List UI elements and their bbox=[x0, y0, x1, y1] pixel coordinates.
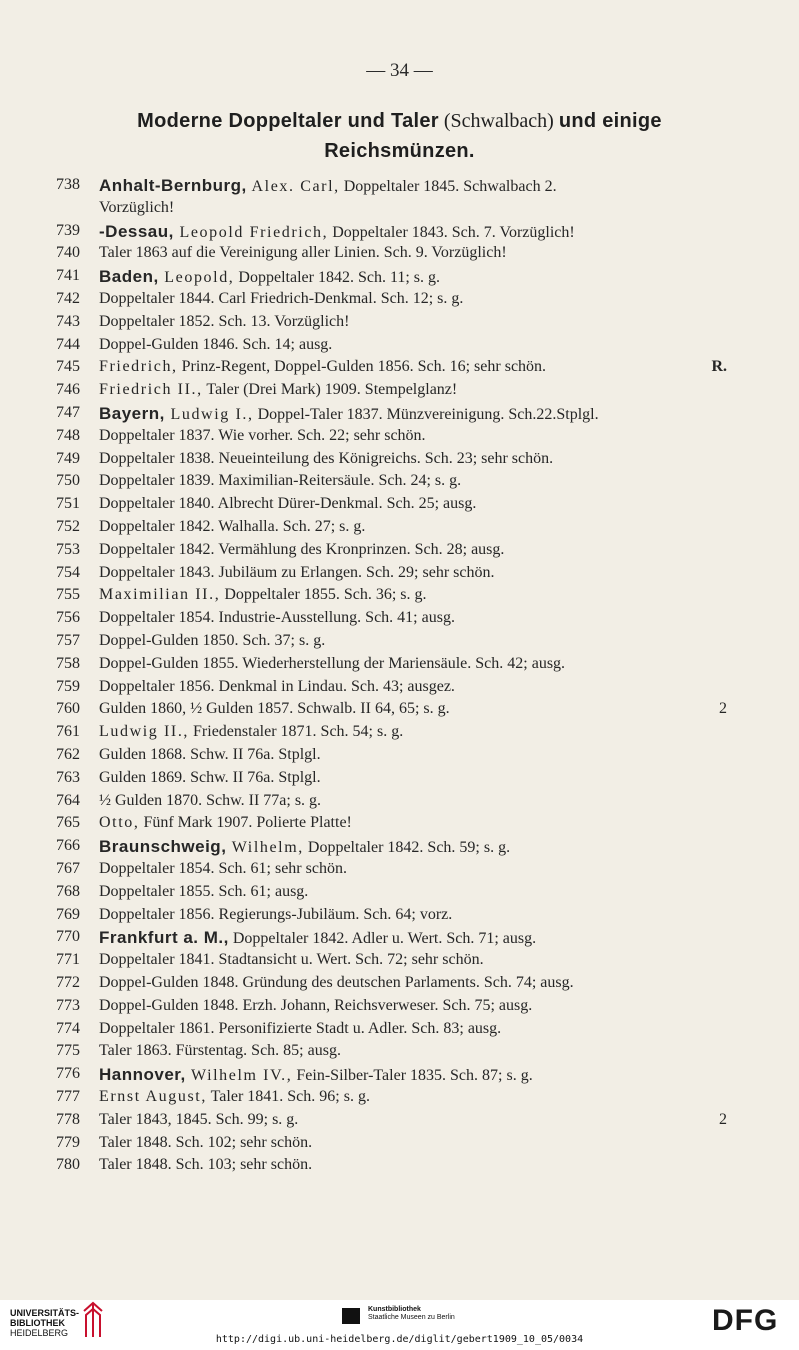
catalog-entry bbox=[0, 883, 799, 906]
entry-text bbox=[99, 723, 739, 741]
catalog-entry bbox=[0, 723, 799, 746]
catalog-entry bbox=[0, 700, 799, 723]
entry-text bbox=[99, 769, 739, 787]
entry-description: Doppeltaler 1843. Jubiläum zu Erlangen. Sch. 29; sehr schön. bbox=[99, 563, 495, 581]
entry-number: 751 bbox=[56, 495, 80, 513]
entry-description: ½ Gulden 1870. Schw. II 77a; s. g. bbox=[99, 791, 322, 809]
entry-number: 775 bbox=[56, 1042, 80, 1060]
uni-logo-line1: UNIVERSITÄTS- bbox=[10, 1308, 80, 1318]
entry-number: 757 bbox=[56, 632, 80, 649]
entry-description: Doppeltaler 1843. Sch. 7. Vorzüglich! bbox=[328, 223, 575, 241]
entry-number: 779 bbox=[56, 1133, 80, 1151]
entry-text bbox=[99, 609, 739, 627]
entry-ruler-name: Ludwig I., bbox=[164, 406, 254, 423]
entry-description: Doppeltaler 1840. Albrecht Dürer-Denkmal. Sch. 25; ausg. bbox=[99, 495, 477, 513]
entry-text bbox=[99, 678, 739, 696]
entry-number: 739 bbox=[56, 221, 80, 239]
entry-number: 774 bbox=[56, 1019, 80, 1037]
catalog-entry bbox=[0, 564, 799, 587]
entry-number: 772 bbox=[56, 974, 80, 991]
entry-ruler-name: Ludwig II., bbox=[99, 723, 190, 741]
entry-description: Taler 1863. Fürstentag. Sch. 85; ausg. bbox=[99, 1042, 341, 1060]
entry-count: 2 bbox=[719, 1110, 727, 1128]
entry-description: Fünf Mark 1907. Polierte Platte! bbox=[139, 814, 352, 832]
entry-description: Friedenstaler 1871. Sch. 54; s. g. bbox=[189, 723, 404, 741]
entry-description: Doppeltaler 1856. Regierungs-Jubiläum. Sch. 64; vorz. bbox=[99, 905, 453, 923]
catalog-entry bbox=[0, 450, 799, 473]
entry-description: Doppeltaler 1844. Carl Friedrich-Denkmal. Sch. 12; s. g. bbox=[99, 290, 464, 307]
entry-number: 744 bbox=[56, 335, 80, 353]
catalog-entry bbox=[0, 244, 799, 267]
catalog-entry bbox=[0, 837, 799, 860]
source-url[interactable]: http://digi.ub.uni-heidelberg.de/diglit/gebert1909_10_05/0034 bbox=[215, 1334, 584, 1345]
entry-number: 748 bbox=[56, 426, 80, 444]
entry-text bbox=[99, 928, 739, 948]
kb-line1: Kunstbibliothek bbox=[368, 1306, 421, 1313]
entry-description: Doppeltaler 1839. Maximilian-Reitersäule. Sch. 24; s. g. bbox=[99, 472, 462, 490]
entry-number: 749 bbox=[56, 449, 80, 467]
entry-text bbox=[99, 1111, 739, 1129]
entry-number: 747 bbox=[56, 404, 80, 421]
entry-text bbox=[99, 358, 739, 376]
entry-region-name: -Dessau, bbox=[99, 221, 174, 241]
entry-region-name: Hannover, bbox=[99, 1065, 186, 1085]
entry-text bbox=[99, 290, 739, 308]
catalog-entry bbox=[0, 1156, 799, 1179]
entry-number: 753 bbox=[56, 540, 80, 558]
entry-description: Taler 1848. Sch. 102; sehr schön. bbox=[99, 1133, 313, 1151]
entry-text bbox=[99, 997, 739, 1015]
entry-text bbox=[99, 450, 739, 468]
entry-text bbox=[99, 632, 739, 650]
entry-ruler-name: Alex. Carl, bbox=[246, 178, 340, 195]
entry-description: Gulden 1868. Schw. II 76a. Stplgl. bbox=[99, 746, 321, 763]
entry-description: Gulden 1869. Schw. II 76a. Stplgl. bbox=[99, 768, 321, 786]
entry-number: 752 bbox=[56, 518, 80, 535]
catalog-entry bbox=[0, 176, 799, 199]
entry-text bbox=[99, 1042, 739, 1060]
page-number: — 34 — bbox=[366, 60, 433, 81]
catalog-entry bbox=[0, 1065, 799, 1088]
entry-number: 756 bbox=[56, 609, 80, 627]
catalog-entry bbox=[0, 906, 799, 929]
catalog-entry bbox=[0, 541, 799, 564]
entry-description: Doppeltaler 1842. Walhalla. Sch. 27; s. g. bbox=[99, 518, 366, 535]
catalog-entry bbox=[0, 1134, 799, 1157]
entry-number: 761 bbox=[56, 723, 80, 741]
entry-description: Taler (Drei Mark) 1909. Stempelglanz! bbox=[202, 381, 458, 399]
entry-description: Taler 1843, 1845. Sch. 99; s. g. bbox=[99, 1110, 299, 1128]
entry-text bbox=[99, 541, 739, 559]
entry-description: Doppeltaler 1838. Neueinteilung des Königreichs. Sch. 23; sehr schön. bbox=[99, 449, 554, 467]
entry-region-name: Baden, bbox=[99, 267, 159, 287]
entry-text bbox=[99, 404, 739, 424]
entry-region-name: Anhalt-Bernburg, bbox=[99, 176, 247, 195]
entry-text bbox=[99, 792, 739, 810]
entry-number: 742 bbox=[56, 290, 80, 307]
entry-ruler-name: Maximilian II., bbox=[99, 586, 221, 604]
catalog-entry bbox=[0, 655, 799, 678]
entry-number: 766 bbox=[56, 837, 80, 855]
entry-description: Doppeltaler 1855. Sch. 61; ausg. bbox=[99, 882, 309, 900]
entry-description: Doppeltaler 1852. Sch. 13. Vorzüglich! bbox=[99, 312, 350, 330]
catalog-entry bbox=[0, 427, 799, 450]
entry-rarity-mark: R. bbox=[711, 358, 727, 376]
entry-number: 771 bbox=[56, 951, 80, 969]
entry-text bbox=[99, 472, 739, 490]
entry-description: Doppeltaler 1845. Schwalbach 2. bbox=[339, 178, 557, 195]
entry-number: 740 bbox=[56, 244, 80, 262]
catalog-entry bbox=[0, 267, 799, 290]
entry-description: Doppeltaler 1837. Wie vorher. Sch. 22; sehr schön. bbox=[99, 426, 426, 444]
entry-description: Doppel-Gulden 1855. Wiederherstellung der Mariensäule. Sch. 42; ausg. bbox=[99, 654, 566, 672]
entry-description: Gulden 1860, ½ Gulden 1857. Schwalb. II 64, 65; s. g. bbox=[99, 700, 450, 718]
entry-text bbox=[99, 746, 739, 764]
entry-text bbox=[99, 883, 739, 901]
entry-number: 773 bbox=[56, 996, 80, 1014]
catalog-entry bbox=[0, 928, 799, 951]
entry-text bbox=[99, 814, 739, 832]
entry-text bbox=[99, 837, 739, 857]
entry-text bbox=[99, 974, 739, 992]
entry-description: Prinz-Regent, Doppel-Gulden 1856. Sch. 16; sehr schön. bbox=[177, 358, 547, 376]
entry-description: Taler 1863 auf die Vereinigung aller Linien. Sch. 9. Vorzüglich! bbox=[99, 244, 507, 262]
entry-description: Doppeltaler 1854. Sch. 61; sehr schön. bbox=[99, 860, 347, 877]
entry-description: Doppel-Gulden 1850. Sch. 37; s. g. bbox=[99, 632, 326, 649]
catalog-entry bbox=[0, 313, 799, 336]
entry-count: 2 bbox=[719, 700, 727, 718]
entry-text bbox=[99, 313, 739, 331]
entry-ruler-name: Ernst August, bbox=[99, 1088, 207, 1105]
entry-description: Doppeltaler 1842. Vermählung des Kronprinzen. Sch. 28; ausg. bbox=[99, 540, 505, 558]
entry-number: 762 bbox=[56, 746, 80, 763]
entry-number: 755 bbox=[56, 586, 80, 604]
entry-continuation: Vorzüglich! bbox=[99, 198, 175, 216]
catalog-entry bbox=[0, 495, 799, 518]
entry-number: 746 bbox=[56, 381, 80, 399]
heading-bold-part2: und einige bbox=[558, 110, 662, 132]
entry-text bbox=[99, 655, 739, 673]
entry-number: 765 bbox=[56, 814, 80, 832]
entry-description: Doppel-Gulden 1848. Gründung des deutschen Parlaments. Sch. 74; ausg. bbox=[99, 974, 574, 991]
entry-description: Doppel-Gulden 1846. Sch. 14; ausg. bbox=[99, 335, 333, 353]
entry-text bbox=[99, 381, 739, 399]
entry-text bbox=[99, 564, 739, 582]
catalog-entry bbox=[0, 222, 799, 245]
entry-text bbox=[99, 518, 739, 536]
catalog-entry bbox=[0, 609, 799, 632]
entry-number: 778 bbox=[56, 1110, 80, 1128]
heading-line2: Reichsmünzen. bbox=[324, 140, 475, 162]
entry-ruler-name: Otto, bbox=[99, 814, 140, 832]
entry-ruler-name: Wilhelm, bbox=[226, 839, 304, 857]
entry-text bbox=[99, 586, 739, 604]
catalog-entry bbox=[0, 974, 799, 997]
entry-description: Taler 1848. Sch. 103; sehr schön. bbox=[99, 1156, 313, 1174]
entry-description: Doppel-Gulden 1848. Erzh. Johann, Reichsverweser. Sch. 75; ausg. bbox=[99, 996, 533, 1014]
entry-description: Taler 1841. Sch. 96; s. g. bbox=[206, 1088, 370, 1105]
entry-number: 754 bbox=[56, 563, 80, 581]
entry-region-name: Braunschweig, bbox=[99, 837, 227, 857]
entry-text bbox=[99, 267, 739, 287]
catalog-entry bbox=[0, 404, 799, 427]
catalog-entry bbox=[0, 678, 799, 701]
entry-text bbox=[99, 1088, 739, 1106]
uni-logo-line2: BIBLIOTHEK bbox=[10, 1318, 65, 1328]
catalog-entry bbox=[0, 951, 799, 974]
entry-description: Doppeltaler 1856. Denkmal in Lindau. Sch. 43; ausgez. bbox=[99, 677, 455, 695]
entry-description: Doppeltaler 1854. Industrie-Ausstellung. Sch. 41; ausg. bbox=[99, 609, 455, 627]
entry-description: Doppeltaler 1855. Sch. 36; s. g. bbox=[220, 586, 427, 604]
entry-number: 758 bbox=[56, 654, 80, 672]
entry-number: 780 bbox=[56, 1156, 80, 1174]
catalog-entry bbox=[0, 814, 799, 837]
entry-text bbox=[99, 1065, 739, 1085]
entry-text bbox=[99, 906, 739, 924]
entry-text bbox=[99, 1020, 739, 1038]
uni-logo-line3: HEIDELBERG bbox=[10, 1328, 69, 1338]
entry-number: 768 bbox=[56, 882, 80, 900]
catalog-entry bbox=[0, 586, 799, 609]
entry-ruler-name: Leopold, bbox=[158, 269, 235, 287]
entry-text bbox=[99, 495, 739, 513]
dfg-logo: DFG bbox=[712, 1304, 779, 1337]
catalog-entry bbox=[0, 381, 799, 404]
entry-region-name: Frankfurt a. M., bbox=[99, 928, 229, 948]
entry-description: Doppel-Taler 1837. Münzvereinigung. Sch.22.Stplgl. bbox=[253, 406, 599, 423]
entry-number: 777 bbox=[56, 1088, 80, 1105]
entry-text bbox=[99, 951, 739, 969]
entry-text bbox=[99, 1134, 739, 1152]
catalog-entry bbox=[0, 1042, 799, 1065]
catalog-entry bbox=[0, 997, 799, 1020]
catalog-entry bbox=[0, 472, 799, 495]
catalog-entry bbox=[0, 792, 799, 815]
catalog-entry bbox=[0, 1088, 799, 1111]
entry-description: Doppeltaler 1842. Sch. 59; s. g. bbox=[303, 839, 511, 857]
kb-line2: Staatliche Museen zu Berlin bbox=[368, 1314, 455, 1321]
entry-ruler-name: Leopold Friedrich, bbox=[173, 223, 329, 241]
entry-number: 764 bbox=[56, 791, 80, 809]
entry-ruler-name: Friedrich, bbox=[99, 358, 178, 376]
entry-text bbox=[99, 336, 739, 354]
catalog-entry bbox=[0, 358, 799, 381]
entry-number: 760 bbox=[56, 700, 80, 718]
entry-text bbox=[99, 244, 739, 262]
catalog-entry bbox=[0, 632, 799, 655]
entry-text bbox=[99, 700, 739, 718]
entry-text bbox=[99, 427, 739, 445]
catalog-entry bbox=[0, 290, 799, 313]
entry-number: 741 bbox=[56, 267, 80, 285]
entry-description: Fein-Silber-Taler 1835. Sch. 87; s. g. bbox=[292, 1067, 533, 1085]
entry-ruler-name: Friedrich II., bbox=[99, 381, 203, 399]
catalog-entry bbox=[0, 769, 799, 792]
catalog-entry bbox=[0, 336, 799, 359]
kunstbibliothek-mark-icon bbox=[342, 1308, 360, 1324]
entry-number: 767 bbox=[56, 860, 80, 877]
entry-ruler-name: Wilhelm IV., bbox=[185, 1067, 293, 1085]
entry-number: 743 bbox=[56, 312, 80, 330]
entry-description: Doppeltaler 1842. Sch. 11; s. g. bbox=[234, 269, 441, 287]
catalog-entry bbox=[0, 1020, 799, 1043]
catalog-entry bbox=[0, 518, 799, 541]
entry-number: 763 bbox=[56, 768, 80, 786]
entry-text bbox=[99, 222, 739, 242]
heading-bold-part1: Moderne Doppeltaler und Taler bbox=[137, 110, 439, 132]
entry-description: Doppeltaler 1861. Personifizierte Stadt u. Adler. Sch. 83; ausg. bbox=[99, 1019, 502, 1037]
heading-plain-part: (Schwalbach) bbox=[438, 110, 559, 132]
entry-number: 745 bbox=[56, 358, 80, 376]
entry-description: Doppeltaler 1842. Adler u. Wert. Sch. 71; ausg. bbox=[228, 930, 537, 948]
entry-number: 769 bbox=[56, 905, 80, 923]
catalog-entry bbox=[0, 746, 799, 769]
entry-text bbox=[99, 176, 739, 196]
catalog-entry bbox=[0, 860, 799, 883]
entry-number: 776 bbox=[56, 1065, 80, 1083]
entry-number: 738 bbox=[56, 176, 80, 193]
page-heading bbox=[60, 106, 739, 166]
entry-text bbox=[99, 1156, 739, 1174]
entry-number: 750 bbox=[56, 472, 80, 490]
catalog-entry bbox=[0, 1111, 799, 1134]
entry-description: Doppeltaler 1841. Stadtansicht u. Wert. Sch. 72; sehr schön. bbox=[99, 951, 484, 969]
entry-number: 759 bbox=[56, 677, 80, 695]
entry-text bbox=[99, 860, 739, 878]
entry-number: 770 bbox=[56, 928, 80, 946]
entry-region-name: Bayern, bbox=[99, 404, 165, 423]
